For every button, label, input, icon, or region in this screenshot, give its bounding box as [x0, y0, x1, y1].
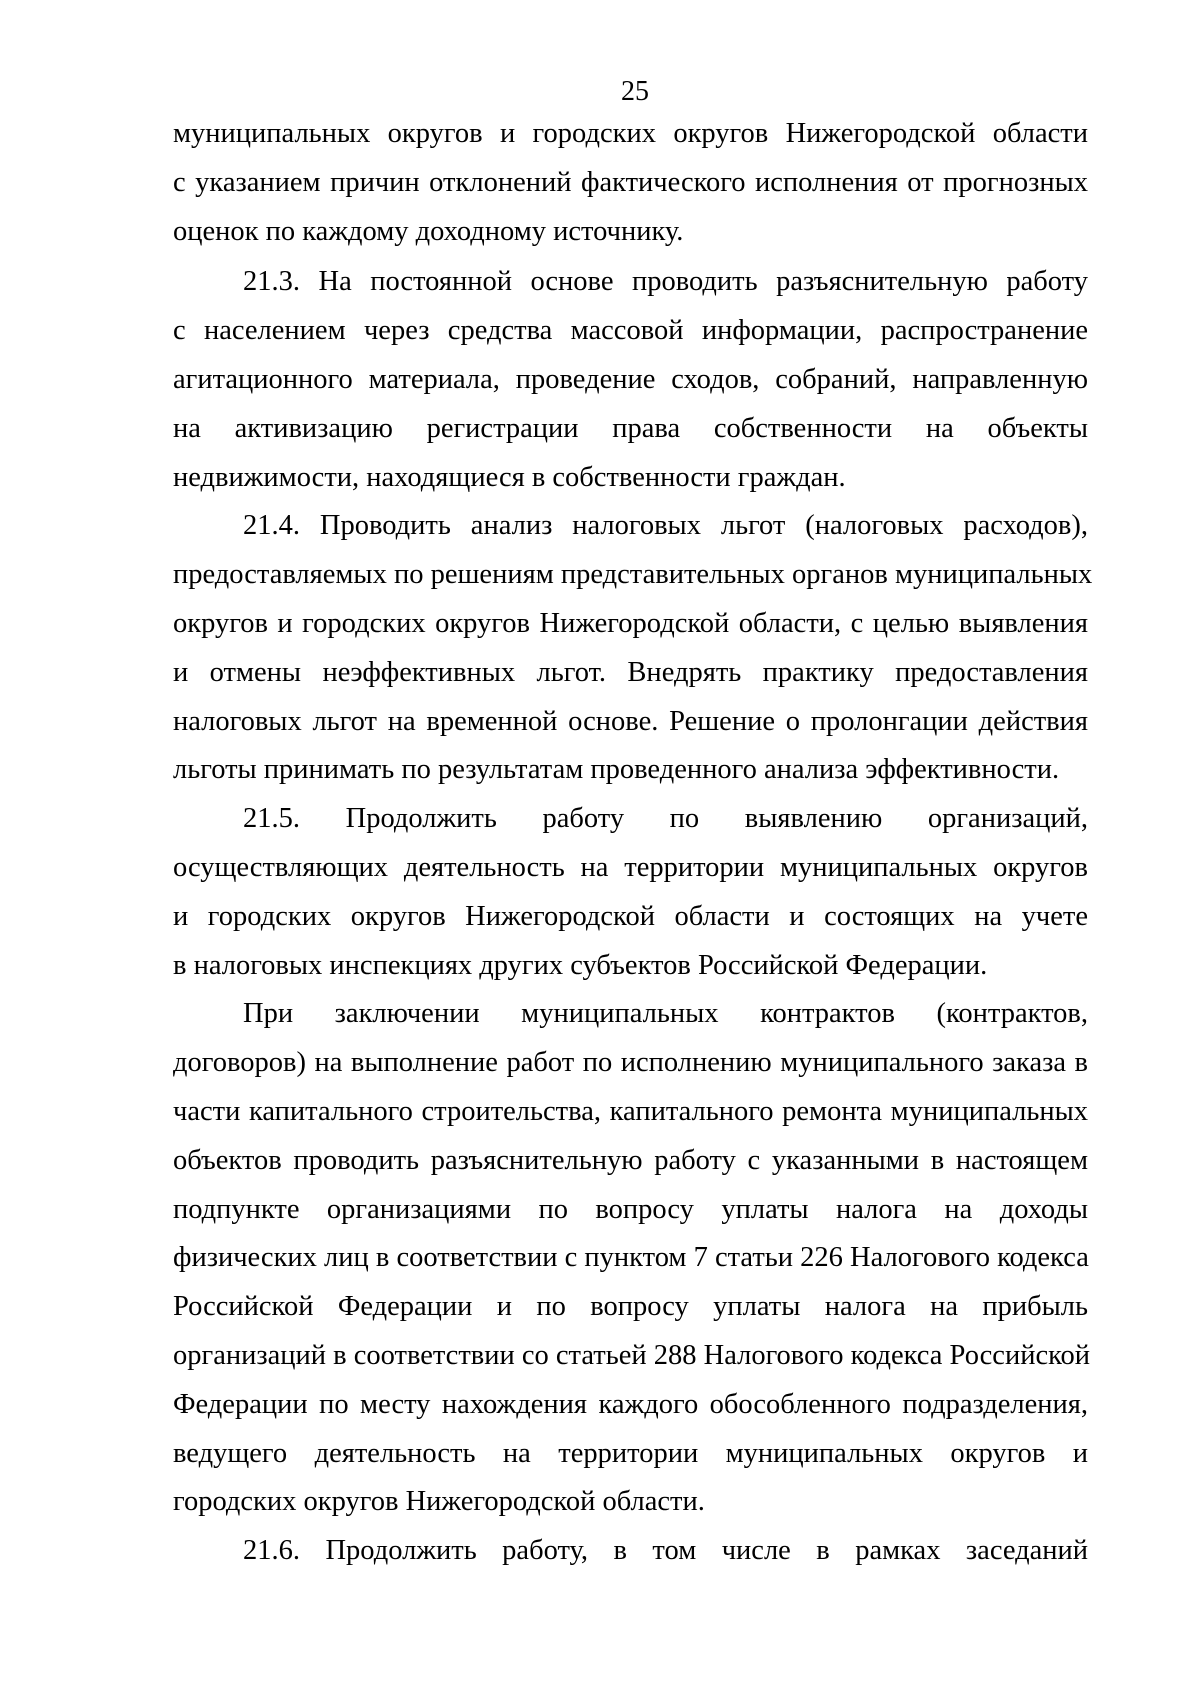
text-line: договоров) на выполнение работ по исполнению муниципального заказа в [173, 1047, 1088, 1079]
text-line: недвижимости, находящиеся в собственности граждан. [173, 461, 846, 493]
paragraph [173, 795, 1088, 990]
paragraph [173, 990, 1091, 1527]
text-line: налоговых льгот на временной основе. Решение о пролонгации действия [173, 705, 1088, 737]
document-body [173, 110, 1093, 1576]
text-line: Федерации по месту нахождения каждого обособленного подразделения, [173, 1388, 1088, 1420]
paragraph [173, 502, 1093, 795]
paragraph [173, 258, 1088, 502]
text-line: физических лиц в соответствии с пунктом 7 статьи 226 Налогового кодекса [173, 1242, 1089, 1274]
text-line: предоставляемых по решениям представительных органов муниципальных [173, 559, 1093, 591]
text-line: При заключении муниципальных контрактов (контрактов, [243, 998, 1088, 1030]
text-line: ведущего деятельность на территории муниципальных округов и [173, 1437, 1088, 1469]
text-line: 21.4. Проводить анализ налоговых льгот (налоговых расходов), [243, 510, 1088, 542]
text-line: Российской Федерации и по вопросу уплаты налога на прибыль [173, 1291, 1088, 1323]
text-line: агитационного материала, проведение сходов, собраний, направленную [173, 363, 1088, 395]
text-line: организаций в соответствии со статьей 288 Налогового кодекса Российской [173, 1339, 1091, 1371]
text-line: осуществляющих деятельность на территории муниципальных округов [173, 851, 1088, 883]
text-line: и отмены неэффективных льгот. Внедрять практику предоставления [173, 656, 1088, 688]
text-line: округов и городских округов Нижегородской области, с целью выявления [173, 607, 1088, 639]
text-line: городских округов Нижегородской области. [173, 1486, 705, 1518]
text-line: 21.3. На постоянной основе проводить разъяснительную работу [243, 266, 1088, 298]
text-line: льготы принимать по результатам проведенного анализа эффективности. [173, 754, 1060, 786]
text-line: объектов проводить разъяснительную работу с указанными в настоящем [173, 1144, 1088, 1176]
text-line: на активизацию регистрации права собственности на объекты [173, 412, 1088, 444]
paragraph [173, 110, 1088, 256]
text-line: 21.6. Продолжить работу, в том числе в рамках заседаний [243, 1535, 1088, 1567]
text-line: с населением через средства массовой информации, распространение [173, 315, 1088, 347]
text-line: в налоговых инспекциях других субъектов Российской Федерации. [173, 949, 988, 981]
text-line: 21.5. Продолжить работу по выявлению организаций, [243, 803, 1088, 835]
text-line: и городских округов Нижегородской области и состоящих на учете [173, 900, 1088, 932]
text-line: оценок по каждому доходному источнику. [173, 215, 684, 247]
text-line: части капитального строительства, капитального ремонта муниципальных [173, 1095, 1088, 1127]
page-number: 25 [621, 76, 649, 107]
text-line: с указанием причин отклонений фактического исполнения от прогнозных [173, 166, 1088, 198]
text-line: муниципальных округов и городских округов Нижегородской области [173, 118, 1088, 149]
paragraph [173, 1527, 1088, 1576]
text-line: подпункте организациями по вопросу уплаты налога на доходы [173, 1193, 1088, 1225]
